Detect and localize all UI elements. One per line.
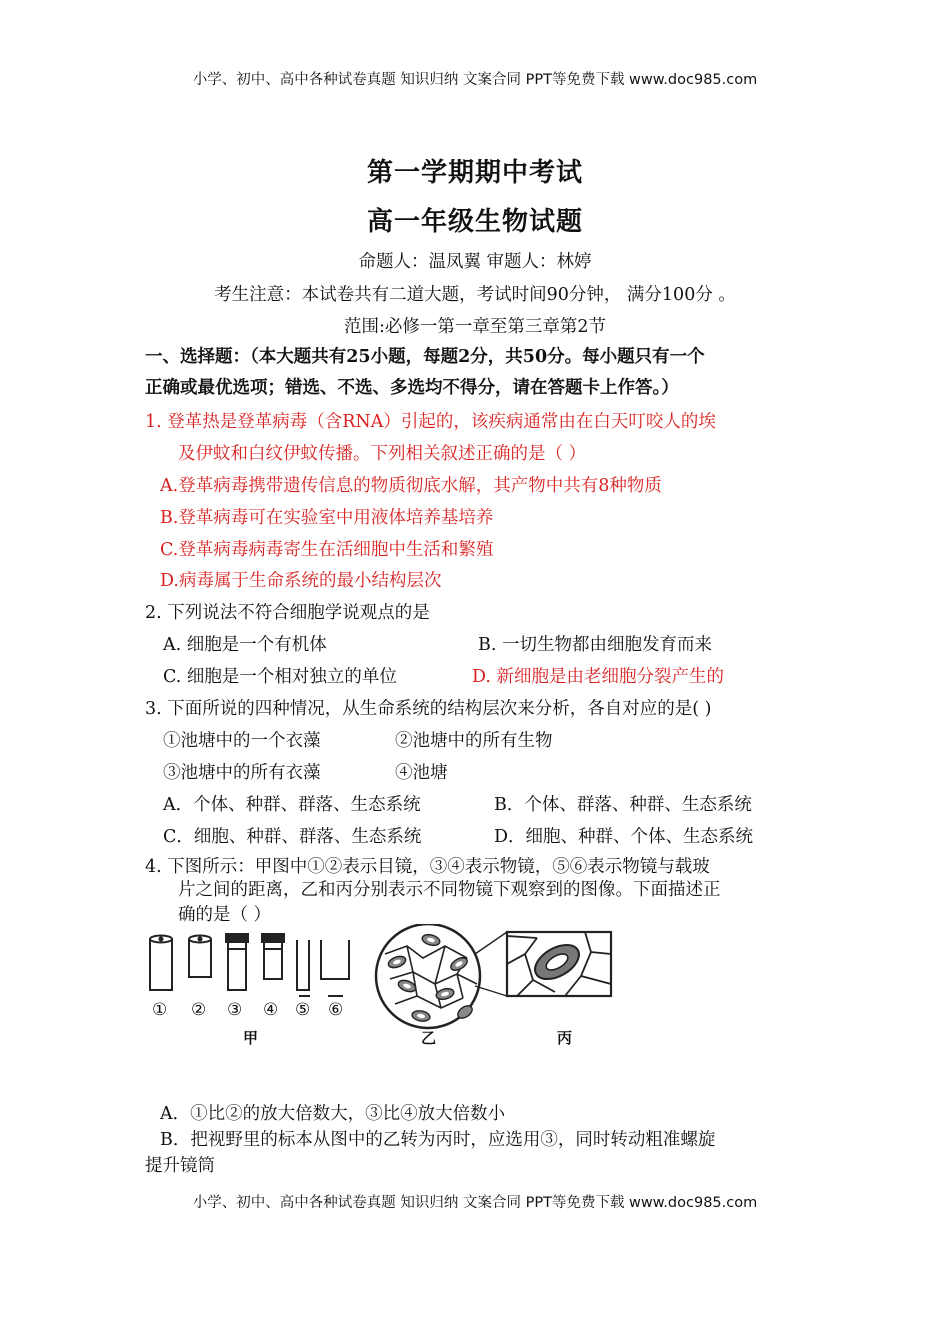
q1-stem-line1: 1. 登革热是登革病毒（含RNA）引起的，该疾病通常由在白天叮咬人的埃 [145,412,716,432]
q1-stem-line2: 及伊蚊和白纹伊蚊传播。下列相关叙述正确的是（ ） [178,444,587,464]
q1-option-a: A.登革病毒携带遗传信息的物质彻底水解，其产物中共有8种物质 [160,476,662,496]
q1-option-b: B.登革病毒可在实验室中用液体培养基培养 [160,508,494,528]
q2-option-b: B. 一切生物都由细胞发育而来 [478,635,712,655]
notice: 考生注意：本试卷共有二道大题，考试时间90分钟， 满分100分 。 [214,285,736,305]
fig-label-jia: 甲 [243,1029,259,1047]
microscope-figure [145,924,625,1056]
distance-5 [297,940,309,990]
fig-num-1: ① [152,1000,168,1020]
distance-6 [321,940,349,979]
exam-subtitle: 高一年级生物试题 [366,207,583,237]
q2-option-d: D. 新细胞是由老细胞分裂产生的 [472,667,725,687]
eyepiece-2 [189,936,211,978]
q3-item-4: ④池塘 [395,763,448,783]
q4-option-b-line1: B．把视野里的标本从图中的乙转为丙时，应选用③，同时转动粗准螺旋 [160,1130,716,1150]
authors: 命题人：温凤翼 审题人：林婷 [358,252,592,272]
q1-option-d: D.病毒属于生命系统的最小结构层次 [160,571,442,591]
q4-stem-line1: 4. 下图所示：甲图中①②表示目镜，③④表示物镜，⑤⑥表示物镜与载玻 [145,857,710,877]
fig-num-4: ④ [263,1000,279,1020]
q4-stem-line2: 片之间的距离，乙和丙分别表示不同物镜下观察到的图像。下面描述正 [178,880,721,900]
exam-title: 第一学期期中考试 [366,158,583,188]
q1-option-c: C.登革病毒病毒寄生在活细胞中生活和繁殖 [160,540,494,560]
q3-item-3: ③池塘中的所有衣藻 [163,763,321,783]
fig-num-2: ② [191,1000,207,1020]
q2-option-c: C. 细胞是一个相对独立的单位 [163,667,397,687]
page-footer: 小学、初中、高中各种试卷真题 知识归纳 文案合同 PPT等免费下载 www.doc985.com [192,1195,758,1211]
fig-num-6: ⑥ [328,1000,344,1020]
q3-stem: 3. 下面所说的四种情况，从生命系统的结构层次来分析，各自对应的是( ) [145,699,712,719]
objective-3 [226,934,248,990]
scope: 范围:必修一第一章至第三章第2节 [343,317,607,337]
eyepiece-1 [150,936,172,991]
objective-4 [262,934,284,979]
q3-option-d: D．细胞、种群、个体、生态系统 [494,827,754,847]
q4-option-b-line2: 提升镜筒 [145,1156,215,1176]
q2-stem: 2. 下列说法不符合细胞学说观点的是 [145,603,430,623]
q3-option-a: A．个体、种群、群落、生态系统 [163,795,421,815]
q3-item-2: ②池塘中的所有生物 [395,731,553,751]
q3-item-1: ①池塘中的一个衣藻 [163,731,321,751]
view-yi [376,924,480,1028]
fig-label-bing: 丙 [557,1029,573,1047]
page-header: 小学、初中、高中各种试卷真题 知识归纳 文案合同 PPT等免费下载 www.doc985.com [192,72,758,88]
q3-option-b: B．个体、群落、种群、生态系统 [494,795,752,815]
section-heading-line1: 一、选择题：（本大题共有25小题，每题2分，共50分。每小题只有一个 [145,347,705,367]
q4-stem-line3: 确的是（ ） [178,905,272,925]
fig-label-yi: 乙 [421,1029,437,1047]
fig-num-3: ③ [227,1000,243,1020]
q2-option-a: A. 细胞是一个有机体 [163,635,327,655]
view-bing [507,932,611,996]
q3-option-c: C．细胞、种群、群落、生态系统 [163,827,422,847]
section-heading-line2: 正确或最优选项；错选、不选、多选均不得分，请在答题卡上作答。） [145,378,679,398]
q4-option-a: A．①比②的放大倍数大，③比④放大倍数小 [160,1104,506,1124]
fig-num-5: ⑤ [295,1000,311,1020]
